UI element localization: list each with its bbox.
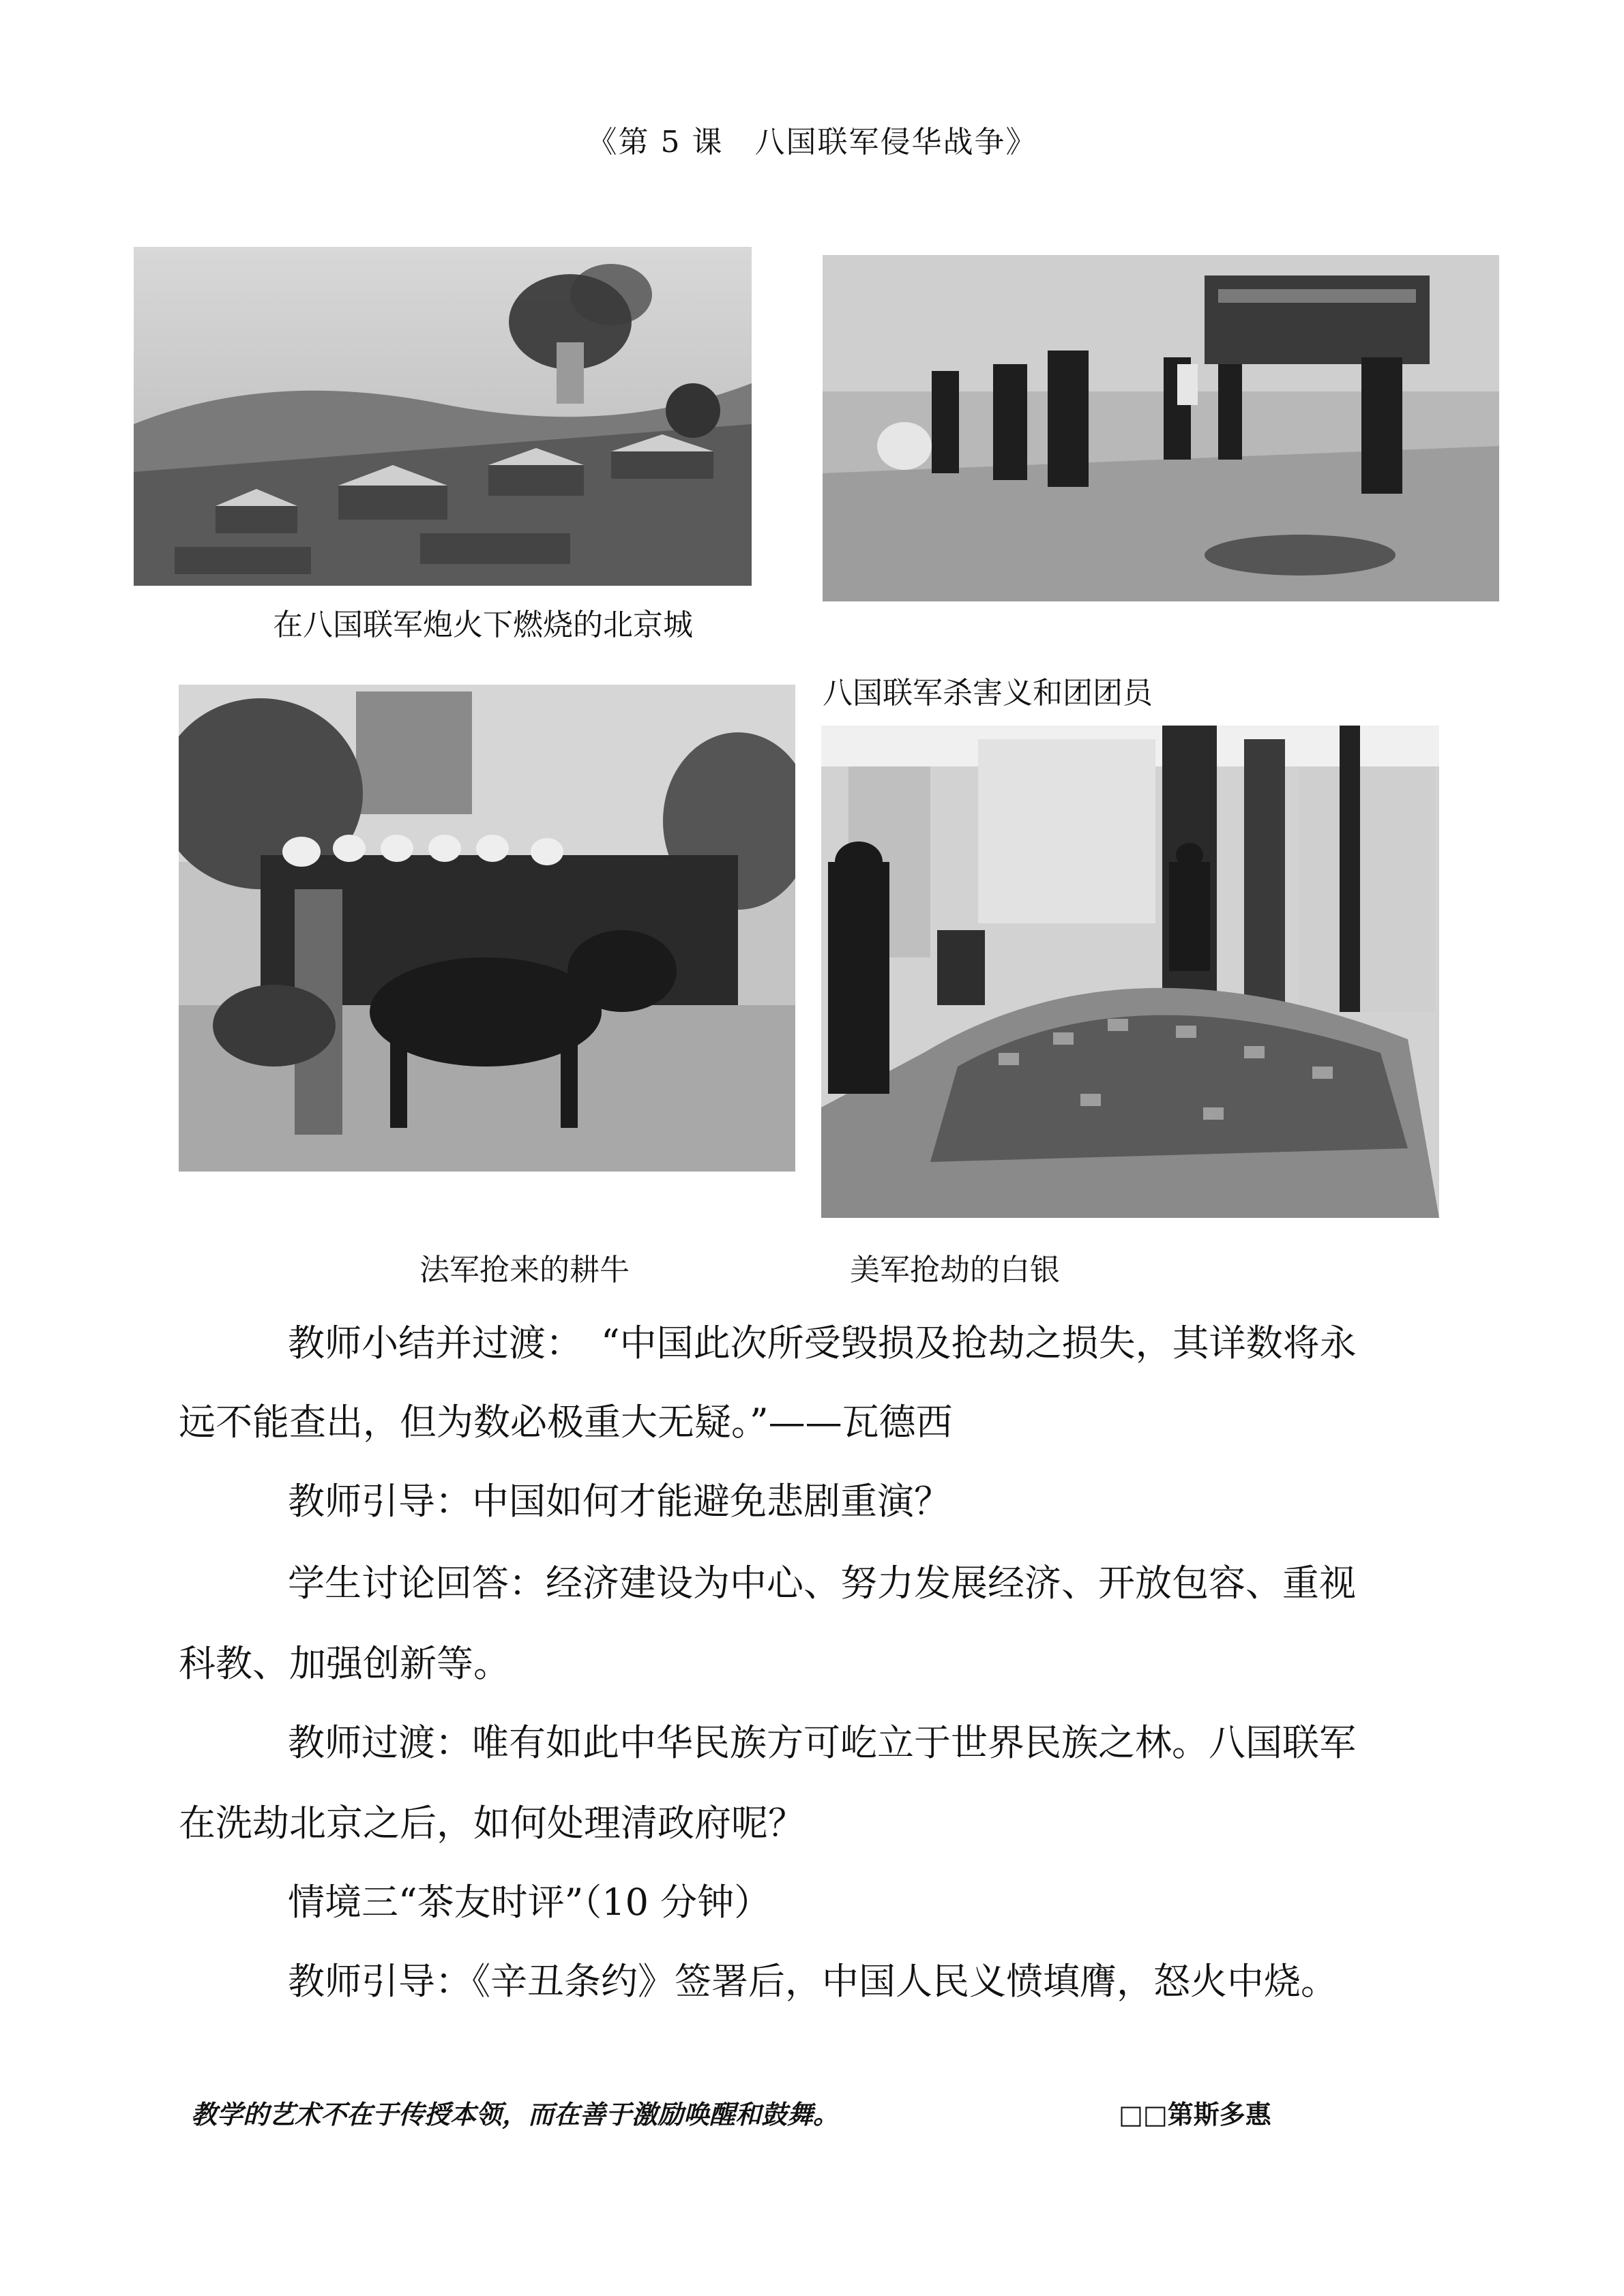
paragraph-teacher-transition-line2: 在洗劫北京之后，如何处理清政府呢？ — [179, 1802, 805, 1845]
paragraph-teacher-summary-line2: 远不能查出，但为数必极重大无疑。”——瓦德西 — [179, 1401, 953, 1444]
footer-author: □□第斯多惠 — [1119, 2099, 1271, 2130]
paragraph-teacher-guide: 教师引导：中国如何才能避免悲剧重演？ — [288, 1480, 951, 1523]
caption-silver: 美军抢劫的白银 — [850, 1253, 1060, 1287]
paragraph-teacher-guide-treaty: 教师引导：《辛丑条约》签署后，中国人民义愤填膺，怒火中烧。 — [288, 1960, 1338, 2003]
footer-motto: 教学的艺术不在于传授本领，而在善于激励唤醒和鼓舞。 — [191, 2099, 840, 2130]
paragraph-teacher-transition-line1: 教师过渡：唯有如此中华民族方可屹立于世界民族之林。八国联军 — [288, 1721, 1356, 1764]
caption-execution: 八国联军杀害义和团团员 — [823, 676, 1153, 711]
photo-silver — [821, 726, 1439, 1218]
caption-burning-beijing: 在八国联军炮火下燃烧的北京城 — [273, 608, 693, 642]
caption-oxen: 法军抢来的耕牛 — [419, 1253, 630, 1287]
photo-burning-beijing — [134, 247, 752, 586]
page-title: 《第 5 课 八国联军侵华战争》 — [587, 125, 1037, 160]
paragraph-student-answer-line2: 科教、加强创新等。 — [179, 1642, 510, 1685]
paragraph-student-answer-line1: 学生讨论回答：经济建设为中心、努力发展经济、开放包容、重视 — [288, 1562, 1356, 1605]
photo-oxen — [179, 685, 795, 1172]
paragraph-scenario-three: 情境三“茶友时评”（10 分钟） — [288, 1881, 771, 1924]
photo-execution — [823, 255, 1499, 601]
paragraph-teacher-summary-line1: 教师小结并过渡： “中国此次所受毁损及抢劫之损失，其详数将永 — [288, 1322, 1357, 1365]
